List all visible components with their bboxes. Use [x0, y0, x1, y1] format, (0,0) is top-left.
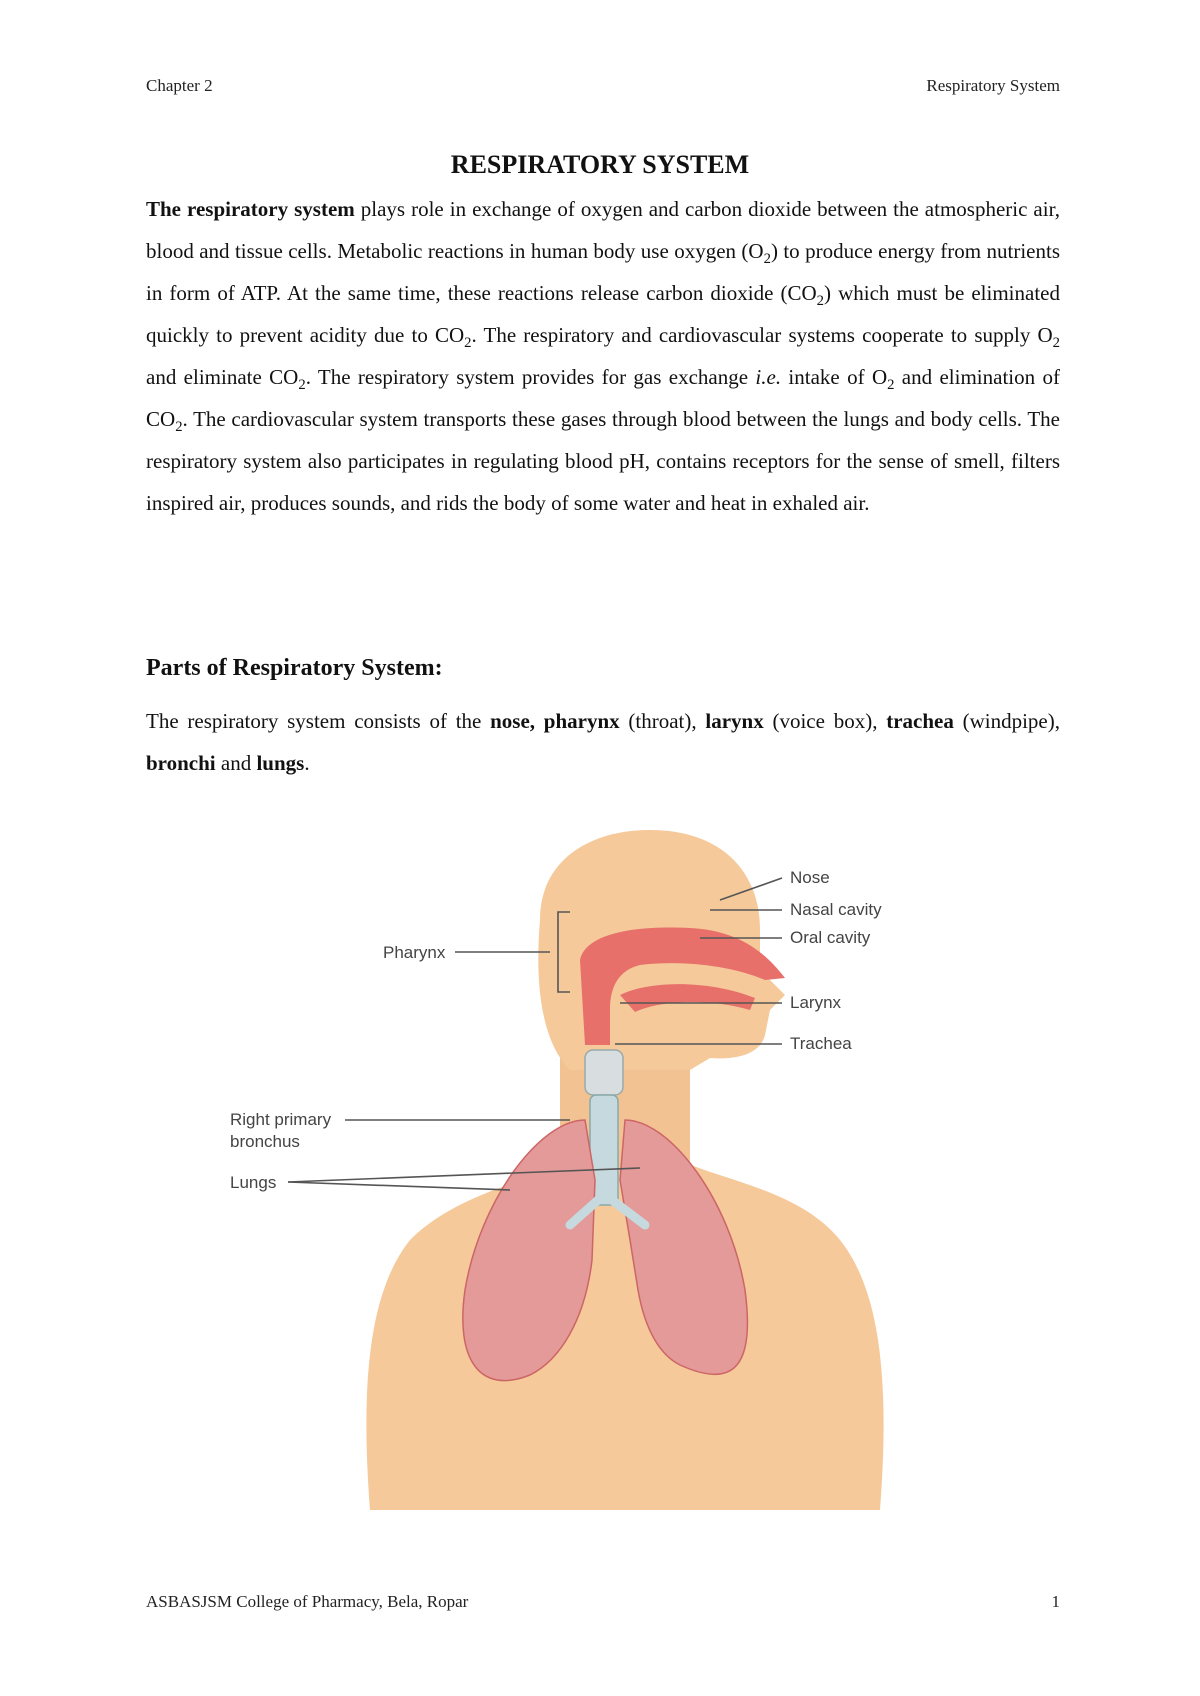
label-bronchus: bronchus — [230, 1132, 300, 1151]
anatomy-illustration — [230, 820, 980, 1510]
label-nasal-cavity: Nasal cavity — [790, 900, 882, 919]
intro-text-7: intake of O — [781, 365, 888, 389]
intro-lead: The respiratory system — [146, 197, 355, 221]
parts-text-5: and — [215, 751, 257, 775]
label-right-primary: Right primary — [230, 1110, 332, 1129]
parts-text-1: The respiratory system consists of the — [146, 709, 491, 733]
intro-text-6: . The respiratory system provides for gas exchange — [305, 365, 756, 389]
term-lungs: lungs — [256, 751, 305, 775]
intro-text-3: ) which must be eliminated quickly to prevent acidity due to CO — [146, 281, 1060, 347]
label-pharynx: Pharynx — [383, 943, 446, 962]
intro-text-9: . The cardiovascular system transports these gases through blood between the lungs and body cells. The respiratory system also participates in regulating blood pH, contains receptors for the sense of smell, filters inspired air, produces sounds, and rids the body of some water and heat in exhaled air. — [146, 407, 1060, 515]
subscript: 2 — [816, 293, 825, 310]
header-topic: Respiratory System — [926, 76, 1060, 95]
intro-text-8: and elimination of CO — [146, 365, 1060, 431]
respiratory-diagram — [230, 820, 980, 1510]
parts-text-6: . — [304, 751, 310, 775]
subscript: 2 — [763, 251, 771, 268]
parts-text-2: (throat), — [619, 709, 706, 733]
page-number: 1 — [1051, 1592, 1060, 1611]
running-header — [146, 76, 1060, 96]
term-trachea: trachea — [886, 709, 954, 733]
subscript: 2 — [298, 377, 306, 394]
intro-paragraph — [146, 188, 1060, 524]
label-lungs: Lungs — [230, 1173, 277, 1192]
intro-text-2: ) to produce energy from nutrients in form of ATP. At the same time, these reactions release carbon dioxide (CO — [146, 239, 1060, 305]
term-pharynx: pharynx — [543, 709, 620, 733]
larynx-shape — [585, 1050, 623, 1095]
intro-ie: i.e. — [755, 365, 782, 389]
parts-text-3: (voice box), — [763, 709, 887, 733]
page-title: RESPIRATORY SYSTEM — [450, 150, 750, 179]
parts-paragraph — [146, 700, 1060, 784]
header-chapter: Chapter 2 — [146, 76, 213, 95]
running-footer — [146, 1592, 1060, 1612]
intro-text-4: . The respiratory and cardiovascular systems cooperate to supply O — [471, 323, 1053, 347]
term-nose: nose, — [490, 709, 536, 733]
label-trachea: Trachea — [790, 1034, 852, 1053]
label-larynx: Larynx — [790, 993, 842, 1012]
subscript: 2 — [175, 419, 183, 436]
subscript: 2 — [1052, 335, 1060, 352]
term-larynx: larynx — [705, 709, 764, 733]
intro-text-5: and eliminate CO — [146, 365, 299, 389]
label-nose: Nose — [790, 868, 830, 887]
footer-institution: ASBASJSM College of Pharmacy, Bela, Ropar — [146, 1592, 469, 1611]
subscript: 2 — [887, 377, 895, 394]
leader-lungs-a — [288, 1182, 510, 1190]
section-heading: Parts of Respiratory System: — [146, 655, 443, 681]
parts-text-4: (windpipe), — [953, 709, 1060, 733]
term-bronchi: bronchi — [146, 751, 216, 775]
intro-text-1: plays role in exchange of oxygen and carbon dioxide between the atmospheric air, blood and tissue cells. Metabolic reactions in human body use oxygen (O — [146, 197, 1060, 263]
label-oral-cavity: Oral cavity — [790, 928, 871, 947]
subscript: 2 — [464, 335, 472, 352]
